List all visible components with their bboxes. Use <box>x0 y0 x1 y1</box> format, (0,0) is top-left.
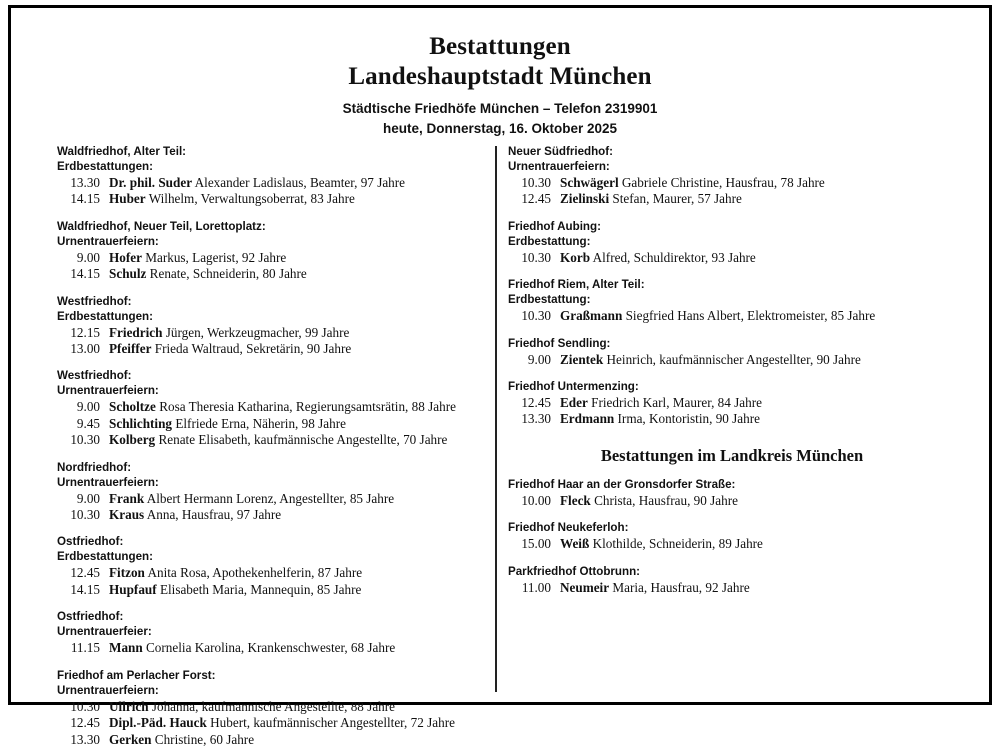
entry-surname: Pfeiffer <box>109 341 152 357</box>
cemetery-section <box>508 336 956 368</box>
funeral-entry <box>57 250 497 266</box>
entry-surname: Ullrich <box>109 698 149 714</box>
entry-details: Irma, Kontoristin, 90 Jahre <box>614 411 760 427</box>
entry-details: Frieda Waltraud, Sekretärin, 90 Jahre <box>151 341 352 357</box>
entry-surname: Graßmann <box>560 308 623 324</box>
ceremony-type: Erdbestattung: <box>508 234 591 248</box>
funeral-entry <box>508 536 956 552</box>
entry-details: Johanna, kaufmännische Angestellte, 88 Jahre <box>148 698 396 714</box>
entry-time: 13.30 <box>521 411 551 427</box>
entry-details: Siegfried Hans Albert, Elektromeister, 85 Jahre <box>622 308 876 324</box>
entry-time: 11.00 <box>521 579 551 595</box>
cemetery-section <box>508 144 956 208</box>
entry-time: 11.15 <box>70 640 100 656</box>
entry-time: 10.30 <box>521 175 551 190</box>
ceremony-type: Erdbestattung: <box>508 293 591 307</box>
entry-details: Jürgen, Werkzeugmacher, 99 Jahre <box>162 324 350 340</box>
entry-time: 12.45 <box>521 191 551 207</box>
entry-time: 9.00 <box>527 351 551 367</box>
masthead-title-line-2: Landeshauptstadt München <box>348 63 652 90</box>
entry-list <box>57 399 497 448</box>
ceremony-type: Urnentrauerfeiern: <box>508 160 610 173</box>
entry-details: Alexander Ladislaus, Beamter, 97 Jahre <box>192 175 406 190</box>
cemetery-name: Ostfriedhof: <box>57 535 124 549</box>
entry-details: Christine, 60 Jahre <box>151 731 255 747</box>
entry-details: Markus, Lagerist, 92 Jahre <box>141 249 287 265</box>
entry-time: 10.30 <box>521 308 551 324</box>
funeral-entry <box>57 732 497 748</box>
cemetery-name: Westfriedhof: <box>57 369 132 383</box>
entry-surname: Hupfauf <box>109 581 157 597</box>
funeral-entry <box>57 565 497 581</box>
funeral-entry <box>57 266 497 282</box>
entry-surname: Zientek <box>560 351 604 367</box>
entry-surname: Huber <box>109 191 146 207</box>
funeral-entry <box>57 432 497 448</box>
ceremony-type: Erdbestattungen: <box>57 550 153 564</box>
entry-list <box>508 250 956 266</box>
cemetery-name: Friedhof Aubing: <box>508 219 601 233</box>
cemetery-name: Friedhof Riem, Alter Teil: <box>508 278 645 292</box>
ceremony-type: Urnentrauerfeiern: <box>57 683 159 697</box>
masthead-title-line-1: Bestattungen <box>429 33 571 60</box>
entry-surname: Frank <box>109 490 145 506</box>
cemetery-section <box>508 520 956 552</box>
entry-time: 9.00 <box>76 249 100 265</box>
entry-list <box>57 640 497 656</box>
entry-list <box>508 175 956 208</box>
cemetery-name: Friedhof am Perlacher Forst: <box>57 668 216 682</box>
funeral-entry <box>508 493 956 509</box>
funeral-entry <box>508 411 956 427</box>
ceremony-type: Urnentrauerfeiern: <box>57 475 159 489</box>
entry-surname: Eder <box>560 395 588 411</box>
entry-time: 14.15 <box>70 191 100 207</box>
right-column <box>508 144 956 694</box>
entry-details: Renate, Schneiderin, 80 Jahre <box>146 266 307 282</box>
entry-surname: Dr. phil. Suder <box>109 175 193 190</box>
entry-time: 12.45 <box>70 715 100 731</box>
left-column <box>57 144 497 747</box>
entry-time: 9.00 <box>76 490 100 506</box>
masthead-date: heute, Donnerstag, 16. Oktober 2025 <box>382 121 618 136</box>
cemetery-name: Friedhof Sendling: <box>508 336 611 350</box>
entry-details: Elfriede Erna, Näherin, 98 Jahre <box>172 415 346 431</box>
ceremony-type: Urnentrauerfeiern: <box>57 234 159 248</box>
entry-time: 14.15 <box>70 581 100 597</box>
entry-time: 15.00 <box>521 536 551 552</box>
entry-surname: Zielinski <box>560 191 610 207</box>
cemetery-section <box>57 609 497 656</box>
entry-surname: Dipl.-Päd. Hauck <box>109 715 207 731</box>
cemetery-section <box>57 460 497 524</box>
cemetery-name: Neuer Südfriedhof: <box>508 145 613 158</box>
entry-list <box>57 699 497 748</box>
obituary-page <box>8 5 992 747</box>
entry-list <box>57 491 497 524</box>
funeral-entry <box>57 507 497 523</box>
funeral-entry <box>508 175 956 191</box>
ceremony-type: Urnentrauerfeier: <box>57 625 152 639</box>
entry-details: Rosa Theresia Katharina, Regierungsamtsrätin, 88 Jahre <box>155 399 456 415</box>
entry-surname: Hofer <box>109 249 142 265</box>
funeral-entry <box>508 395 956 411</box>
entry-surname: Erdmann <box>560 411 615 427</box>
funeral-entry <box>508 352 956 368</box>
cemetery-name: Nordfriedhof: <box>57 460 132 474</box>
entry-list <box>508 395 956 428</box>
entry-surname: Gerken <box>109 731 152 747</box>
entry-list <box>508 536 956 552</box>
entry-details: Friedrich Karl, Maurer, 84 Jahre <box>587 395 762 411</box>
cemetery-name: Ostfriedhof: <box>57 610 124 624</box>
cemetery-section <box>508 379 956 428</box>
ceremony-type: Erdbestattungen: <box>57 309 153 323</box>
ceremony-type: Urnentrauerfeiern: <box>57 384 159 398</box>
entry-list <box>508 352 956 368</box>
funeral-entry <box>508 191 956 207</box>
entry-surname: Schlichting <box>109 415 173 431</box>
funeral-entry <box>508 580 956 596</box>
entry-surname: Scholtze <box>109 399 156 415</box>
cemetery-section <box>57 144 497 208</box>
entry-time: 9.00 <box>76 399 100 415</box>
entry-time: 10.30 <box>521 249 551 265</box>
cemetery-section <box>508 477 956 509</box>
entry-time: 12.45 <box>521 395 551 411</box>
entry-list <box>57 250 497 283</box>
entry-surname: Fitzon <box>109 565 145 581</box>
cemetery-section <box>508 219 956 266</box>
entry-details: Cornelia Karolina, Krankenschwester, 68 Jahre <box>142 640 396 656</box>
entry-details: Gabriele Christine, Hausfrau, 78 Jahre <box>618 175 825 190</box>
entry-list <box>508 308 956 324</box>
entry-details: Christa, Hausfrau, 90 Jahre <box>590 492 738 508</box>
masthead <box>11 32 989 139</box>
entry-list <box>57 565 497 598</box>
entry-time: 13.00 <box>70 341 100 357</box>
funeral-entry <box>508 250 956 266</box>
funeral-entry <box>57 399 497 415</box>
entry-time: 9.45 <box>76 415 100 431</box>
cemetery-section <box>508 564 956 596</box>
cemetery-name: Friedhof Haar an der Gronsdorfer Straße: <box>508 477 736 491</box>
entry-time: 10.30 <box>70 432 100 448</box>
entry-list <box>508 493 956 509</box>
cemetery-section <box>57 294 497 358</box>
entry-details: Heinrich, kaufmännischer Angestellter, 90 Jahre <box>603 351 861 367</box>
entry-surname: Weiß <box>560 536 590 552</box>
entry-surname: Neumeir <box>560 579 610 595</box>
entry-time: 10.30 <box>70 698 100 714</box>
funeral-entry <box>57 175 497 191</box>
columns-container <box>11 144 989 747</box>
entry-surname: Mann <box>109 640 143 656</box>
entry-details: Wilhelm, Verwaltungsoberrat, 83 Jahre <box>145 191 355 207</box>
entry-time: 13.30 <box>70 731 100 747</box>
entry-time: 10.30 <box>70 507 100 523</box>
cemetery-name: Westfriedhof: <box>57 294 132 308</box>
entry-time: 14.15 <box>70 266 100 282</box>
entry-list <box>57 175 497 208</box>
entry-list <box>508 580 956 596</box>
entry-details: Elisabeth Maria, Mannequin, 85 Jahre <box>156 581 362 597</box>
funeral-entry <box>57 491 497 507</box>
entry-details: Hubert, kaufmännischer Angestellter, 72 Jahre <box>206 715 455 731</box>
entry-details: Albert Hermann Lorenz, Angestellter, 85 Jahre <box>144 490 395 506</box>
landkreis-heading: Bestattungen im Landkreis München <box>600 445 864 465</box>
entry-surname: Kraus <box>109 507 145 523</box>
cemetery-name: Friedhof Untermenzing: <box>508 380 639 394</box>
cemetery-name: Parkfriedhof Ottobrunn: <box>508 564 641 578</box>
cemetery-section <box>57 668 497 748</box>
entry-surname: Schulz <box>109 266 147 282</box>
entry-details: Klothilde, Schneiderin, 89 Jahre <box>589 536 763 552</box>
cemetery-name: Waldfriedhof, Alter Teil: <box>57 145 187 158</box>
cemetery-section <box>57 368 497 448</box>
page-inner <box>11 8 989 747</box>
entry-surname: Kolberg <box>109 432 156 448</box>
funeral-entry <box>57 325 497 341</box>
cemetery-section <box>57 534 497 598</box>
entry-details: Renate Elisabeth, kaufmännische Angestellte, 70 Jahre <box>155 432 448 448</box>
entry-details: Anita Rosa, Apothekenhelferin, 87 Jahre <box>144 565 363 581</box>
entry-time: 10.00 <box>521 492 551 508</box>
funeral-entry <box>57 416 497 432</box>
entry-surname: Schwägerl <box>560 175 619 190</box>
entry-details: Maria, Hausfrau, 92 Jahre <box>609 579 750 595</box>
cemetery-section <box>508 277 956 324</box>
entry-surname: Friedrich <box>109 324 163 340</box>
entry-surname: Korb <box>560 249 591 265</box>
funeral-entry <box>508 308 956 324</box>
entry-details: Stefan, Maurer, 57 Jahre <box>609 191 742 207</box>
funeral-entry <box>57 341 497 357</box>
funeral-entry <box>57 715 497 731</box>
funeral-entry <box>57 191 497 207</box>
cemetery-name: Waldfriedhof, Neuer Teil, Lorettoplatz: <box>57 219 266 233</box>
masthead-subtitle: Städtische Friedhöfe München – Telefon 2319901 <box>342 101 658 116</box>
cemetery-section <box>57 219 497 283</box>
funeral-entry <box>57 582 497 598</box>
entry-details: Anna, Hausfrau, 97 Jahre <box>144 507 282 523</box>
funeral-entry <box>57 640 497 656</box>
entry-list <box>57 325 497 358</box>
funeral-entry <box>57 699 497 715</box>
entry-time: 13.30 <box>70 175 100 190</box>
entry-details: Alfred, Schuldirektor, 93 Jahre <box>590 249 756 265</box>
entry-time: 12.45 <box>70 565 100 581</box>
entry-time: 12.15 <box>70 324 100 340</box>
ceremony-type: Erdbestattungen: <box>57 160 153 173</box>
entry-surname: Fleck <box>560 492 591 508</box>
cemetery-name: Friedhof Neukeferloh: <box>508 521 629 535</box>
